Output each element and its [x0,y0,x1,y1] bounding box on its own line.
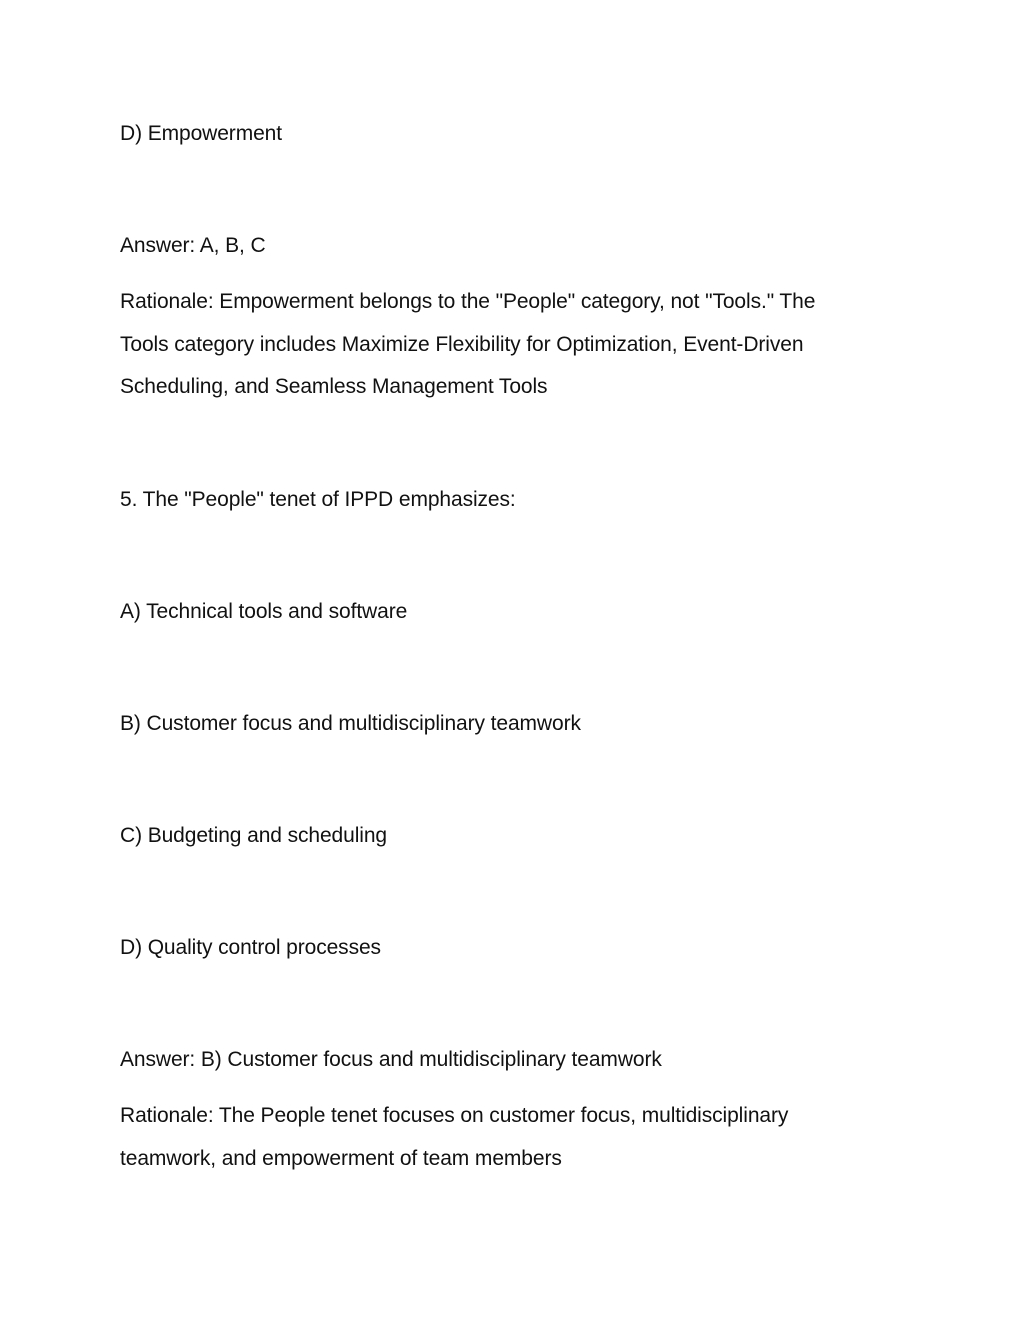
q4-rationale-line-3: Scheduling, and Seamless Management Tools [120,375,548,398]
q4-rationale-line-1: Rationale: Empowerment belongs to the "People" category, not "Tools." The [120,290,816,313]
q5-option-d: D) Quality control processes [120,936,381,959]
q4-rationale [120,281,880,409]
q5-answer: Answer: B) Customer focus and multidisciplinary teamwork [120,1048,662,1071]
q5-rationale-line-2: teamwork, and empowerment of team members [120,1146,562,1170]
q5-option-c: C) Budgeting and scheduling [120,824,387,847]
q4-rationale-line-2: Tools category includes Maximize Flexibility for Optimization, Event-Driven [120,332,804,356]
q5-rationale [120,1095,880,1180]
q5-option-b: B) Customer focus and multidisciplinary teamwork [120,712,581,735]
q4-option-d: D) Empowerment [120,122,282,145]
q5-option-a: A) Technical tools and software [120,600,408,623]
q5-question: 5. The "People" tenet of IPPD emphasizes: [120,488,516,511]
q5-rationale-line-1: Rationale: The People tenet focuses on customer focus, multidisciplinary [120,1104,789,1127]
q4-answer: Answer: A, B, C [120,234,266,257]
